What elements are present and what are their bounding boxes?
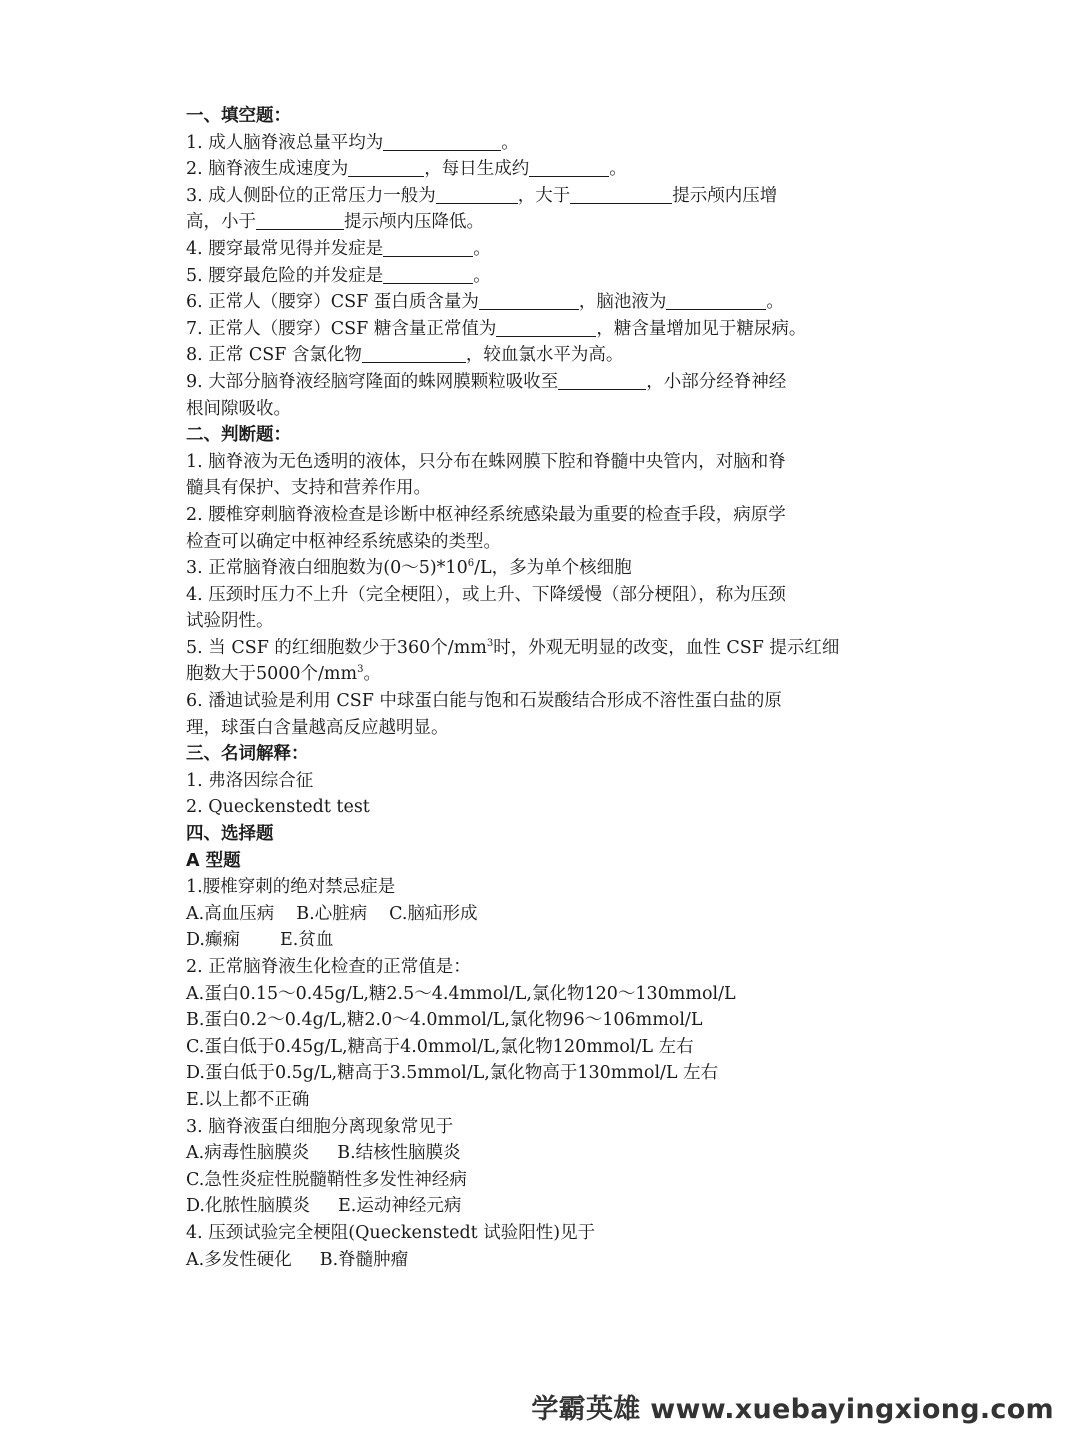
- fill-question-8: 8. 正常 CSF 含氯化物 ，较血氯水平为高。: [186, 345, 624, 366]
- choice-option: C.蛋白低于0.45g/L,糖高于4.0mmol/L,氯化物120mmol/L 左右: [186, 1036, 694, 1057]
- answer-blank: [256, 211, 344, 230]
- answer-blank: [666, 291, 766, 310]
- site-watermark: 学霸英雄 www.xuebayingxiong.com: [531, 1394, 1054, 1425]
- fill-question-5: 5. 腰穿最危险的并发症是 。: [186, 265, 491, 286]
- fill-question-9: 9. 大部分脑脊液经脑穹隆面的蛛网膜颗粒吸收至 ，小部分经脊神经: [186, 371, 787, 392]
- answer-blank: [479, 291, 579, 310]
- choice-question-2: 2. 正常脑脊液生化检查的正常值是：: [186, 957, 471, 977]
- answer-blank: [570, 185, 672, 204]
- answer-blank: [362, 344, 466, 363]
- choice-question-3: 3. 脑脊液蛋白细胞分离现象常见于: [186, 1116, 454, 1137]
- section-heading-terms: 三、名词解释：: [186, 744, 309, 765]
- fill-question-2: 2. 脑脊液生成速度为 ，每日生成约 。: [186, 159, 627, 180]
- answer-blank: [383, 132, 501, 151]
- answer-blank: [436, 185, 518, 204]
- answer-blank: [558, 371, 646, 390]
- judge-question-1-cont: 髓具有保护、支持和营养作用。: [186, 478, 431, 499]
- judge-question-2-cont: 检查可以确定中枢神经系统感染的类型。: [186, 531, 501, 552]
- judge-question-3: 3. 正常脑脊液白细胞数为$(0\sim 5)*10^6/L$，多为单个核细胞: [186, 558, 632, 579]
- choice-options-row: A.多发性硬化 B.脊髓肿瘤: [186, 1249, 409, 1270]
- answer-blank: [496, 318, 596, 337]
- fill-question-3-cont: 高，小于 提示颅内压降低。: [186, 212, 484, 233]
- judge-question-4: 4. 压颈时压力不上升（完全梗阻），或上升、下降缓慢（部分梗阻），称为压颈: [186, 584, 786, 605]
- choice-options-row: A.高血压病 B.心脏病 C.脑疝形成: [186, 903, 478, 924]
- term-1: 1. 弗洛因综合征: [186, 770, 314, 791]
- choice-options-row: D.化脓性脑膜炎 E.运动神经元病: [186, 1196, 462, 1217]
- section-heading-choice: 四、选择题: [186, 824, 274, 845]
- answer-blank: [348, 158, 424, 177]
- choice-option: A.蛋白0.15～0.45g/L,糖2.5～4.4mmol/L,氯化物120～130mmol/L: [186, 983, 736, 1004]
- choice-option: E.以上都不正确: [186, 1089, 310, 1110]
- term-2: 2. Queckenstedt test: [186, 797, 370, 818]
- answer-blank: [529, 158, 609, 177]
- fill-question-9-cont: 根间隙吸收。: [186, 398, 291, 419]
- choice-question-1: 1.腰椎穿刺的绝对禁忌症是: [186, 877, 396, 898]
- choice-option: C.急性炎症性脱髓鞘性多发性神经病: [186, 1169, 467, 1190]
- judge-question-2: 2. 腰椎穿刺脑脊液检查是诊断中枢神经系统感染最为重要的检查手段，病原学: [186, 504, 786, 525]
- choice-question-4: 4. 压颈试验完全梗阻(Queckenstedt 试验阳性)见于: [186, 1222, 596, 1243]
- question-type-label: A 型题: [186, 850, 241, 871]
- choice-option: D.蛋白低于0.5g/L,糖高于3.5mmol/L,氯化物高于130mmol/L 左右: [186, 1063, 719, 1084]
- answer-blank: [383, 238, 473, 257]
- judge-question-5-cont: 胞数大于5000个$/mm^3$。: [186, 664, 381, 685]
- judge-question-6: 6. 潘迪试验是利用 CSF 中球蛋白能与饱和石炭酸结合形成不溶性蛋白盐的原: [186, 691, 782, 712]
- judge-question-1: 1. 脑脊液为无色透明的液体，只分布在蛛网膜下腔和脊髓中央管内，对脑和脊: [186, 451, 786, 472]
- fill-question-6: 6. 正常人（腰穿）CSF 蛋白质含量为 ，脑池液为 。: [186, 292, 784, 313]
- judge-question-5: 5. 当 CSF 的红细胞数少于360个$/mm^3$时，外观无明显的改变，血性 CSF 提示红细: [186, 637, 840, 658]
- fill-question-4: 4. 腰穿最常见得并发症是 。: [186, 238, 491, 259]
- fill-question-7: 7. 正常人（腰穿）CSF 糖含量正常值为 ，糖含量增加见于糖尿病。: [186, 318, 807, 339]
- choice-options-row: A.病毒性脑膜炎 B.结核性脑膜炎: [186, 1143, 461, 1164]
- fill-question-1: 1. 成人脑脊液总量平均为 。: [186, 132, 519, 153]
- document-page: [186, 103, 906, 1273]
- choice-options-row: D.癫痫 E.贫血: [186, 930, 334, 951]
- fill-question-3: 3. 成人侧卧位的正常压力一般为 ，大于 提示颅内压增: [186, 185, 778, 206]
- section-heading-judge: 二、判断题：: [186, 425, 291, 446]
- judge-question-4-cont: 试验阴性。: [186, 611, 274, 632]
- judge-question-6-cont: 理，球蛋白含量越高反应越明显。: [186, 717, 449, 738]
- choice-option: B.蛋白0.2～0.4g/L,糖2.0～4.0mmol/L,氯化物96～106mmol/L: [186, 1010, 703, 1031]
- answer-blank: [383, 265, 473, 284]
- section-heading-fill: 一、填空题：: [186, 106, 291, 126]
